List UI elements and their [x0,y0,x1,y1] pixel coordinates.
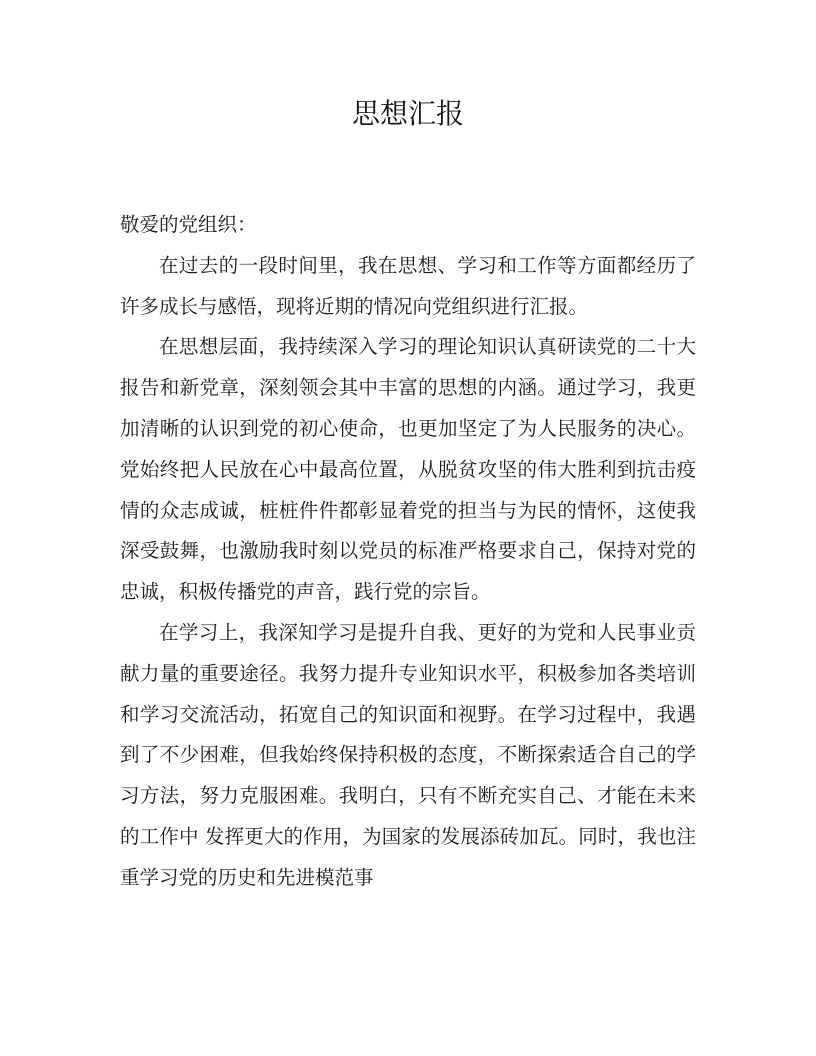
document-title: 思想汇报 [351,97,464,130]
paragraph-study: 在学习上，我深知学习是提升自我、更好的为党和人民事业贡献力量的重要途径。我努力提升专业知识水平，积极参加各类培训和学习交流活动，拓宽自己的知识面和视野。在学习过程中，我遇到了不少困难，但我始终保持积极的态度，不断探索适合自己的学习方法，努力克服困难。我明白，只有不断充实自己、才能在未来的工作中 发挥更大的作用，为国家的发展添砖加瓦。同时，我也注重学习党的历史和先进模范事 [120,620,696,889]
paragraph-thought: 在思想层面，我持续深入学习的理论知识认真研读党的二十大报告和新党章，深刻领会其中丰富的思想的内涵。通过学习，我更加清晰的认识到党的初心使命，也更加坚定了为人民服务的决心。党始终把人民放在心中最高位置，从脱贫攻坚的伟大胜利到抗击疫情的众志成诚，桩桩件件都彰显着党的担当与为民的情怀，这使我深受鼓舞，也激励我时刻以党员的标准严格要求自己，保持对党的忠诚，积极传播党的声音，践行党的宗旨。 [120,335,696,604]
paragraph-intro: 在过去的一段时间里，我在思想、学习和工作等方面都经历了许多成长与感悟，现将近期的情况向党组织进行汇报。 [120,253,696,318]
salutation: 敬爱的党组织： [120,213,257,236]
document-body [120,205,696,899]
